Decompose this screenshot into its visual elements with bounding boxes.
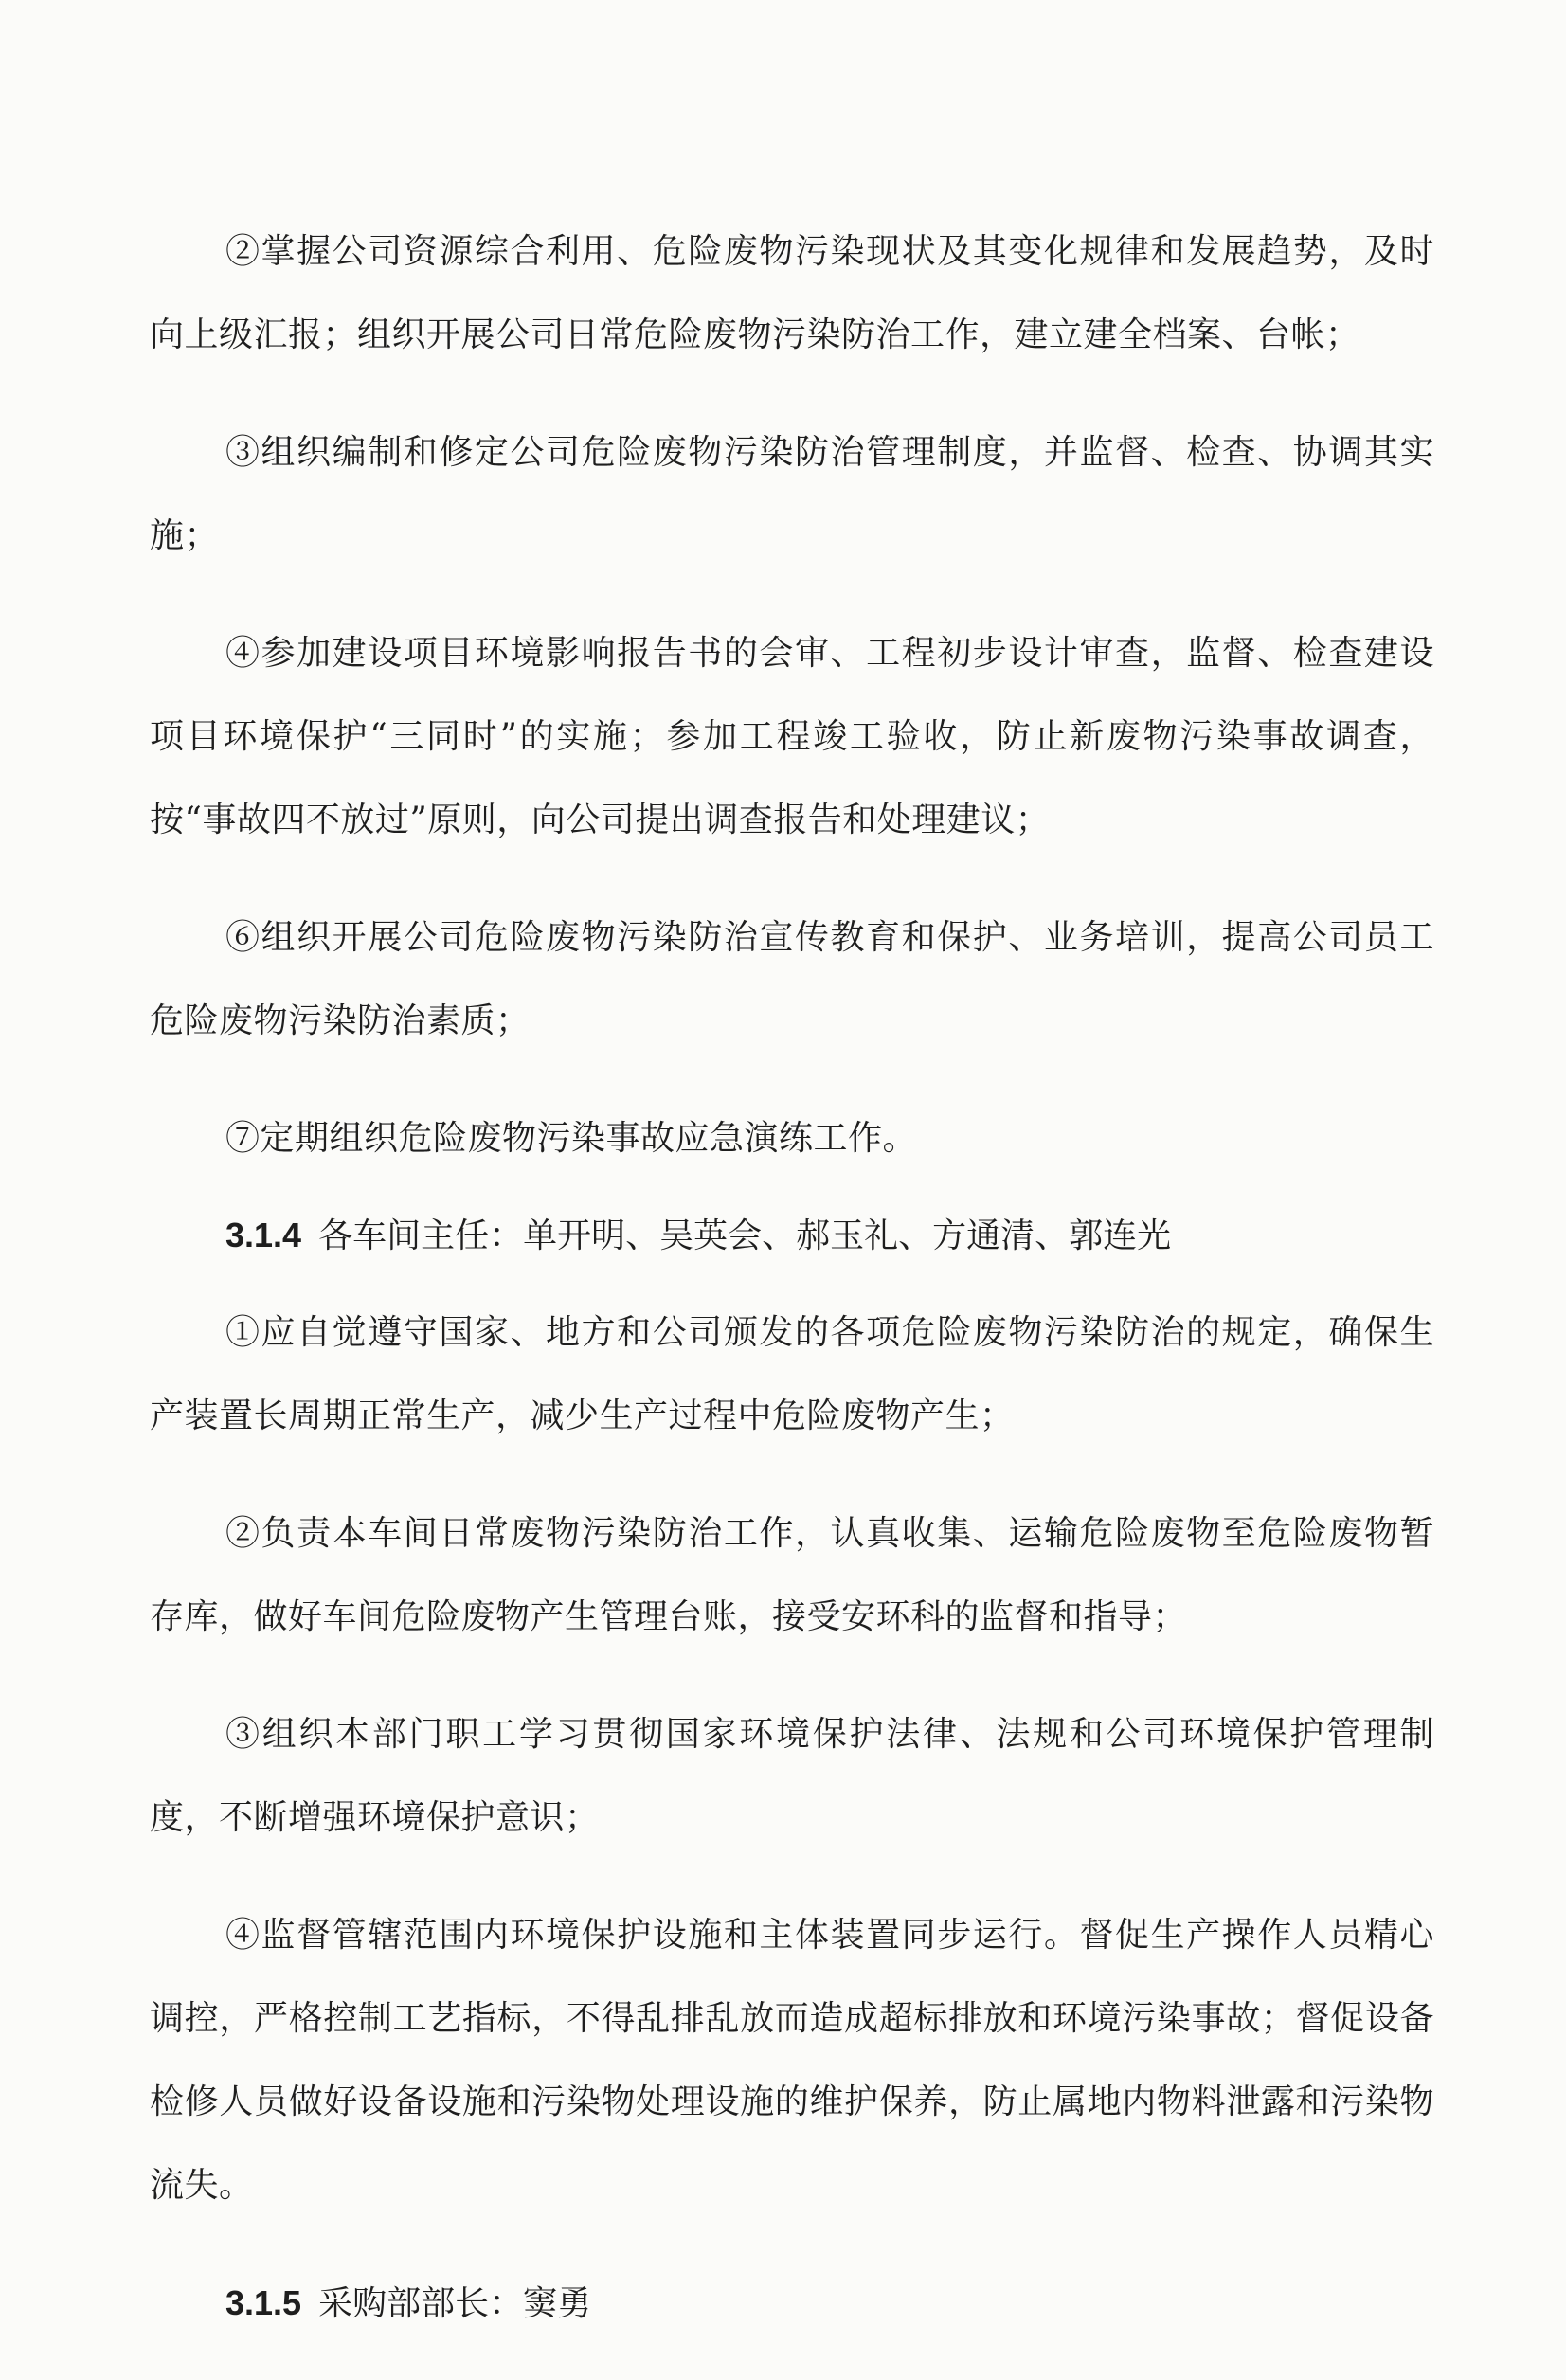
section-title: 各车间主任：单开明、吴英会、郝玉礼、方通清、郭连光 [318, 1217, 1172, 1255]
section-number: 3.1.4 [225, 1216, 302, 1254]
section-heading-3-1-5 [150, 2262, 1434, 2346]
duty-paragraph-4: ④参加建设项目环境影响报告书的会审、工程初步设计审查，监督、检查建设项目环境保护“三同时”的实施；参加工程竣工验收，防止新废物污染事故调查，按“事故四不放过”原则，向公司提出调查报告和处理建议； [150, 634, 1434, 839]
duty-paragraph-6: ⑥组织开展公司危险废物污染防治宣传教育和保护、业务培训，提高公司员工危险废物污染防治素质； [150, 918, 1434, 1040]
workshop-duty-2: ②负责本车间日常废物污染防治工作，认真收集、运输危险废物至危险废物暂存库，做好车间危险废物产生管理台账，接受安环科的监督和指导； [150, 1514, 1434, 1636]
workshop-duty-4: ④监督管辖范围内环境保护设施和主体装置同步运行。督促生产操作人员精心调控，严格控制工艺指标，不得乱排乱放而造成超标排放和环境污染事故；督促设备检修人员做好设备设施和污染物处理设施的维护保养，防止属地内物料泄露和污染物流失。 [150, 1916, 1434, 2205]
duty-paragraph-2: ②掌握公司资源综合利用、危险废物污染现状及其变化规律和发展趋势，及时向上级汇报；组织开展公司日常危险废物污染防治工作，建立建全档案、台帐； [150, 232, 1434, 354]
section-heading-3-1-4 [150, 1194, 1434, 1278]
workshop-duty-1: ①应自觉遵守国家、地方和公司颁发的各项危险废物污染防治的规定，确保生产装置长周期正常生产，减少生产过程中危险废物产生； [150, 1313, 1434, 1435]
document-body [150, 210, 1434, 2380]
section-number: 3.1.5 [225, 2283, 302, 2322]
workshop-duty-3: ③组织本部门职工学习贯彻国家环境保护法律、法规和公司环境保护管理制度，不断增强环境保护意识； [150, 1715, 1434, 1837]
section-title: 采购部部长：窦勇 [318, 2284, 592, 2323]
duty-paragraph-7: ⑦定期组织危险废物污染事故应急演练工作。 [225, 1119, 918, 1158]
duty-paragraph-3: ③组织编制和修定公司危险废物污染防治管理制度，并监督、检查、协调其实施； [150, 433, 1434, 555]
